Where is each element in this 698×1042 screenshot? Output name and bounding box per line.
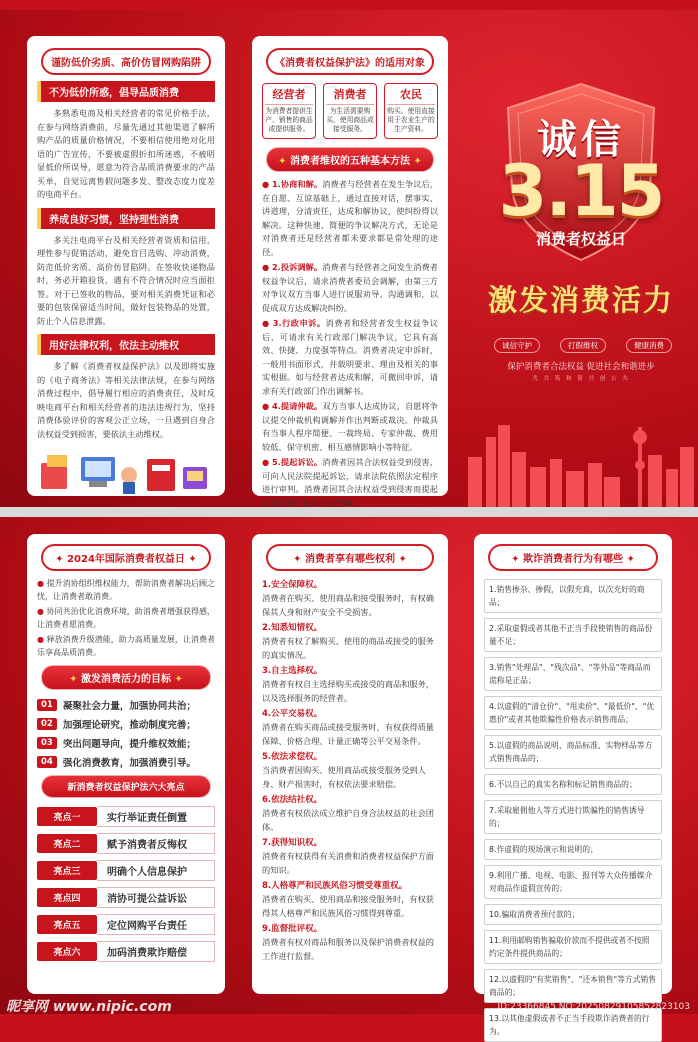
brochure-front (0, 10, 698, 507)
method-bullet-icon: ● (262, 401, 272, 411)
right-heading: 3.自主选择权。 (262, 666, 323, 676)
panel-title (266, 544, 434, 571)
highlight-text: 明确个人信息保护 (97, 860, 215, 881)
goal-item (37, 698, 215, 712)
list-item (37, 605, 215, 631)
cover (464, 10, 698, 507)
role-name: 经营者 (265, 86, 313, 105)
fraud-item: 5.以虚假的商品说明、商品标准、实物样品等方式销售商品的； (484, 735, 662, 769)
section-text: 多熟悉电商及相关经营者的常见价格手法，在参与网络消费前，尽量先通过其他渠道了解所购产品的质量价格情况，不要相信使用绝对化用语的广告宣传，不要被虚假折扣所迷惑，不被明显低价所误导，愿意为符合品质消费要求的产品买单，自觉远离售假问题多发、整改态度力度差的电商平台。 (37, 108, 215, 199)
right-heading: 6.依法结社权。 (262, 795, 323, 805)
method-bullet-icon: ● (262, 262, 272, 272)
method-head: 3.行政申诉。 (272, 318, 326, 328)
methods-title (266, 147, 434, 172)
highlights-title (41, 775, 211, 798)
goal-text: 突出问题导向，提升维权效能； (62, 739, 196, 750)
right-heading: 1.安全保障权。 (262, 580, 323, 590)
method-bullet-icon: ● (262, 179, 272, 189)
list-item (37, 577, 215, 603)
watermark-logo: 昵享网 www.nipic.com (6, 999, 172, 1015)
right-heading: 8.人格尊严和民族风俗习惯受尊重权。 (262, 881, 408, 891)
shopping-illustration (37, 445, 215, 495)
goal-item (37, 755, 215, 769)
cover-line: 保护消费者合法权益 促进社会和谐进步 (507, 362, 655, 372)
panel-consumer-law-scope (252, 36, 448, 508)
section-heading: 养成良好习惯，坚持理性消费 (37, 208, 215, 229)
cover-tag: 健康消费 (626, 338, 672, 353)
shield-top-text: 诚信 (537, 117, 625, 163)
star-icon: ✦ (69, 674, 81, 685)
section-heading: 不为低价所惑，倡导品质消费 (37, 81, 215, 102)
list-item-text: 协同共治优化消费环境，助消费者增强获得感，让消费者愿消费。 (37, 607, 216, 629)
role-card (323, 83, 377, 139)
brochure-back (0, 517, 698, 1036)
goal-number: 03 (37, 737, 57, 749)
right-text: 消费者有权了解购买、使用的商品或接受的服务的真实情况。 (262, 636, 434, 660)
list-item-text: 释放消费升级潜能，助力高质量发展，让消费者乐享高品质消费。 (37, 635, 216, 657)
fraud-item: 12.以虚假的"有奖销售"、"还本销售"等方式销售商品的； (484, 969, 662, 1003)
cover-subline: 共 共 筑 和 谐 共 创 公 共 (532, 376, 630, 382)
role-card (384, 83, 438, 139)
star-icon: ✦ (293, 554, 305, 565)
right-text: 消费者有权对商品和服务以及保护消费者权益的工作进行监督。 (262, 937, 434, 961)
goal-text: 强化消费教育，加强消费引导。 (62, 758, 196, 769)
star-icon: ✦ (278, 156, 287, 167)
highlight-item (37, 887, 215, 908)
panel-online-shopping-traps (27, 36, 225, 496)
right-text: 消费者有权获得有关消费和消费者权益保护方面的知识。 (262, 851, 434, 875)
fraud-item: 6.不以自己的真实名称和标记销售商品的； (484, 774, 662, 795)
right-text: 当消费者因购买、使用商品或接受服务受到人身、财产损害时，有权依法要求赔偿。 (262, 765, 426, 789)
right-text: 消费者在购买、使用商品和接受服务时，有权确保其人身和财产安全不受损害。 (262, 593, 434, 617)
section-heading: 用好法律权利，依法主动维权 (37, 334, 215, 355)
star-icon: ✦ (511, 554, 523, 565)
method-head: 2.投诉调解。 (271, 262, 323, 272)
role-card (262, 83, 316, 139)
panel-title: 谨防低价劣质、高价仿冒网购陷阱 (41, 48, 211, 75)
method-item (262, 178, 438, 259)
highlight-tag: 亮点六 (37, 942, 97, 961)
section-text: 多了解《消费者权益保护法》以及即将实施的《电子商务法》等相关法律法规，在参与网络消费过程中，倡导履行相应的消费责任，及时反映电商平台和相关经营者的违法违规行为，坚持消费体验评价的客观公正立场，一旦遇到自身合法权益受到损害，要依法主动维权。 (37, 361, 215, 439)
section-text: 多关注电商平台及相关经营者资质和信用，理性参与促销活动，避免盲目选购、冲动消费，防范低价劣质、高价仿冒陷阱。在签收快递物品时，务必开箱验货，遇有不符合情况时应当面拒签。对于已签收的物品，要对相关消费凭证和必要的包装保留适当时间，做好包装物品的处置，防止个人信息泄露。 (37, 234, 215, 326)
role-desc: 购买、使用直接用于农业生产的生产资料。 (387, 107, 435, 133)
methods-title-text: 消费者维权的五种基本方法 (290, 156, 410, 167)
panel-consumer-day-2024 (27, 534, 225, 994)
watermark-id: ID:23366845 NO:20250829105852823103 (497, 1002, 690, 1012)
panel-title-text: 欺诈消费者行为有哪些 (523, 554, 623, 565)
star-icon: ✦ (184, 554, 197, 565)
panel-consumer-rights (252, 534, 448, 994)
method-item (262, 456, 438, 510)
bullet-icon: ● (37, 635, 47, 644)
method-item (262, 261, 438, 315)
goal-number: 02 (37, 718, 57, 730)
fraud-item: 13.以其他虚假或者不正当手段欺诈消费者的行为。 (484, 1008, 662, 1042)
city-skyline (464, 397, 698, 507)
star-icon: ✦ (171, 674, 183, 685)
panel-title (488, 544, 658, 571)
highlight-tag: 亮点五 (37, 915, 97, 934)
goals-title (41, 665, 211, 690)
fraud-item: 10.骗取消费者预付款的； (484, 904, 662, 925)
method-text: 消费者与经营者之间发生消费者权益争议后，请求消费者委员会调解，由第三方对争议双方当事人进行说服劝导、沟通调和，以促成双方达成解决纠纷。 (262, 262, 438, 313)
method-head: 1.协商和解。 (271, 179, 323, 189)
right-heading: 2.知悉知情权。 (262, 623, 323, 633)
right-heading: 7.获得知识权。 (262, 838, 323, 848)
highlight-item (37, 941, 215, 962)
panel-title (41, 544, 211, 571)
role-desc: 为消费者提供生产、销售的商品或提供服务。 (265, 107, 313, 133)
highlight-text: 赋予消费者反悔权 (97, 833, 215, 854)
goal-text: 凝聚社会力量，加强协同共治； (62, 701, 196, 712)
list-item-text: 提升消协组织维权能力，帮助消费者解决后顾之忧，让消费者敢消费。 (37, 579, 216, 601)
fraud-item: 4.以虚假的"清仓价"、"甩卖价"、"最低价"、"优惠价"或者其他欺骗性价格表示销售商品； (484, 696, 662, 730)
role-name: 消费者 (326, 86, 374, 105)
method-item (262, 400, 438, 454)
method-item (262, 317, 438, 398)
star-icon: ✦ (395, 554, 407, 565)
panel-title-text: 消费者享有哪些权利 (305, 554, 395, 565)
method-text: 消费者与经营者在发生争议后，在自愿、互谅基础上，通过直接对话，摆事实、讲道理，分清责任，达成和解协议，使纠纷得以解决。这种快速、简便的争议解决方式，无论是对消费者还是经营者都未要求都是常处理的途径。 (262, 179, 438, 257)
highlight-tag: 亮点三 (37, 861, 97, 880)
star-icon: ✦ (55, 554, 68, 565)
bullet-icon: ● (37, 607, 47, 616)
highlight-item (37, 860, 215, 881)
goal-item (37, 736, 215, 750)
right-text: 消费者有权依法成立维护自身合法权益的社会团体。 (262, 808, 434, 832)
method-bullet-icon: ● (262, 457, 272, 467)
highlight-item (37, 914, 215, 935)
cover-tag: 诚信守护 (494, 338, 540, 353)
goal-text: 加强理论研究，推动制度完善； (62, 720, 196, 731)
highlight-item (37, 833, 215, 854)
method-text: 消费者因其合法权益受到侵害，可向人民法院提起诉讼，请求法院依照法定程序进行审判。消费者因其合法权益受到侵害而提起的诉讼属于民事诉讼范畴。 (262, 457, 438, 508)
bullet-icon: ● (37, 579, 47, 588)
roles-row (262, 83, 438, 139)
panel-title: 《消费者权益保护法》的适用对象 (266, 48, 434, 75)
highlight-tag: 亮点二 (37, 834, 97, 853)
goal-number: 01 (37, 699, 57, 711)
highlight-item (37, 806, 215, 827)
panel-title-text: 2024年国际消费者权益日 (67, 554, 185, 565)
role-desc: 为生活需要购买、使用商品或接受服务。 (326, 107, 374, 133)
highlight-text: 定位网购平台责任 (97, 914, 215, 935)
right-heading: 5.依法求偿权。 (262, 752, 323, 762)
fraud-item: 2.采取虚假或者其他不正当手段使销售的商品份量不足； (484, 618, 662, 652)
star-icon: ✦ (413, 156, 422, 167)
role-name: 农民 (387, 86, 435, 105)
fraud-item: 11.利用邮购销售骗取价款而不提供或者不按照约定条件提供商品的； (484, 930, 662, 964)
goal-item (37, 717, 215, 731)
shield-subtitle: 消费者权益日 (535, 230, 626, 248)
highlight-tag: 亮点一 (37, 807, 97, 826)
right-heading: 9.监督批评权。 (262, 924, 323, 934)
right-text: 消费者在购买商品或接受服务时，有权获得质量保障、价格合理、计量正确等公平交易条件。 (262, 722, 434, 746)
fraud-item: 9.利用广播、电视、电影、报刊等大众传播媒介对商品作虚假宣传的； (484, 865, 662, 899)
list-item (37, 633, 215, 659)
shield-number: 3.15 (498, 150, 664, 232)
highlight-text: 实行举证责任倒置 (97, 806, 215, 827)
right-text: 消费者有权自主选择购买或接受的商品和服务，以及选择服务的经营者。 (262, 679, 434, 703)
right-text: 消费者在购买、使用商品和接受服务时，有权获得其人格尊严和民族风俗习惯得到尊重。 (262, 894, 434, 918)
method-bullet-icon: ● (262, 318, 273, 328)
fraud-item: 7.采取雇佣他人等方式进行欺骗性的销售诱导的； (484, 800, 662, 834)
cover-tags (494, 338, 672, 353)
highlights-title-text: 新消费者权益保护法六大亮点 (67, 783, 185, 793)
highlight-text: 消协可提公益诉讼 (97, 887, 215, 908)
goal-number: 04 (37, 756, 57, 768)
slogan: 激发消费活力 (487, 283, 674, 317)
fraud-item: 1.销售掺杂、掺假，以假充真，以次充好的商品； (484, 579, 662, 613)
method-text: 消费者和经营者发生权益争议后，可请求有关行政部门解决争议，它具有高效、快捷、力度强等特点。消费者决定申诉时，一般用书面形式，并载明要求、理由及相关的事实根据。如与经营者达成和解，可撤回申诉，请求有关行政部门作出调解书。 (262, 318, 438, 396)
highlight-text: 加码消费欺诈赔偿 (97, 941, 215, 962)
star-icon: ✦ (623, 554, 635, 565)
method-text: 双方当事人达成协议，自愿将争议提交仲裁机构调解并作出判断或裁决。仲裁具有当事人程序简便、一裁终局、专家仲裁、费用较低、保守机密、相互感情影响小等特征。 (262, 401, 438, 452)
cover-tag: 打假维权 (560, 338, 606, 353)
highlight-tag: 亮点四 (37, 888, 97, 907)
method-head: 5.提起诉讼。 (271, 457, 323, 467)
fraud-item: 3.销售"处理品"、"残次品"、"等外品"等商品而谎称是正品； (484, 657, 662, 691)
method-head: 4.提请仲裁。 (271, 401, 323, 411)
fraud-item: 8.作虚假的现场演示和说明的； (484, 839, 662, 860)
goals-title-text: 激发消费活力的目标 (81, 674, 171, 685)
right-heading: 4.公平交易权。 (262, 709, 323, 719)
